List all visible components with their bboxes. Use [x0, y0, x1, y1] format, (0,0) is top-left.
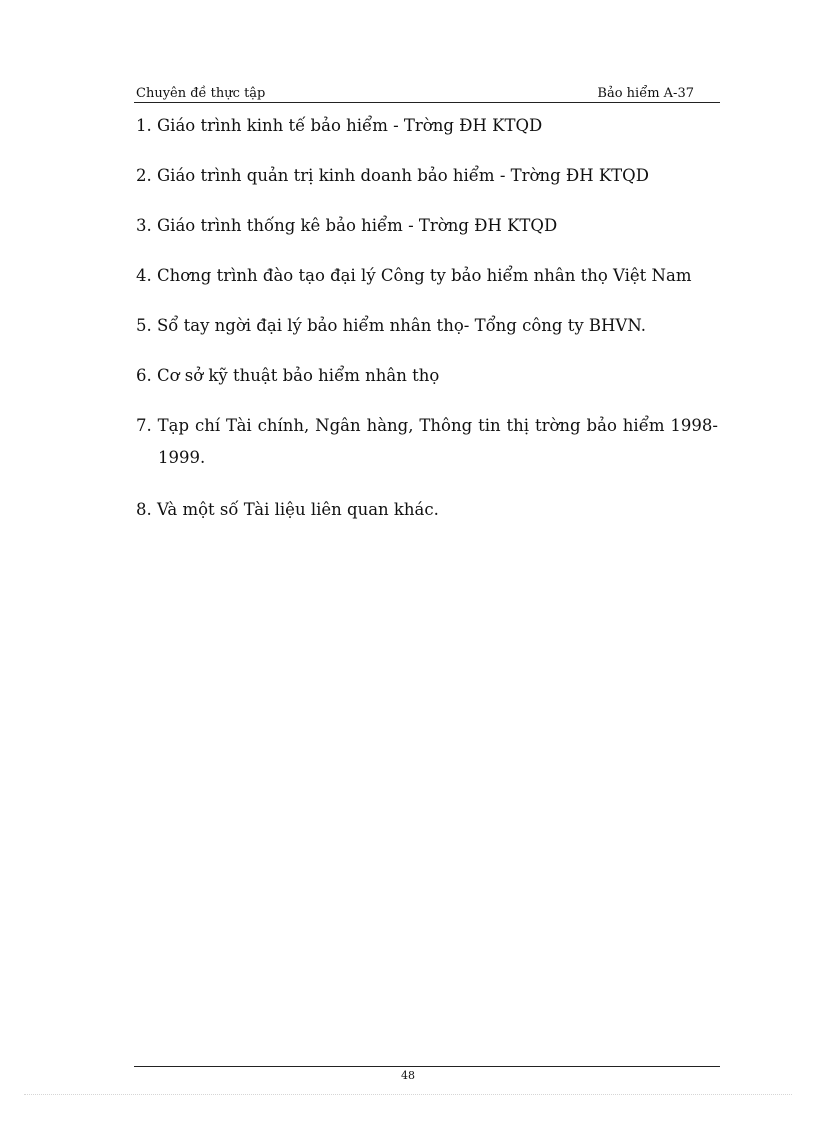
reference-item-8: 8. Và một số Tài liệu liên quan khác. — [136, 500, 439, 519]
footer-rule — [134, 1066, 720, 1067]
page-header — [134, 84, 720, 103]
reference-item-2: 2. Giáo trình quản trị kinh doanh bảo hiểm - Trờng ĐH KTQD — [136, 166, 649, 185]
page-number: 48 — [401, 1069, 415, 1082]
header-class-label: Bảo hiểm A-37 — [597, 86, 694, 101]
reference-item-6: 6. Cơ sở kỹ thuật bảo hiểm nhân thọ — [136, 366, 440, 385]
reference-item-1: 1. Giáo trình kinh tế bảo hiểm - Trờng ĐH KTQD — [136, 116, 543, 135]
header-document-title: Chuyên đề thực tập — [136, 86, 266, 101]
reference-item-5: 5. Sổ tay ngời đại lý bảo hiểm nhân thọ- Tổng công ty BHVN. — [136, 316, 646, 335]
reference-item-4: 4. Chơng trình đào tạo đại lý Công ty bảo hiểm nhân thọ Việt Nam — [136, 266, 692, 285]
page-edge-dotted-line — [24, 1094, 792, 1095]
reference-item-7: 7. Tạp chí Tài chính, Ngân hàng, Thông tin thị trờng bảo hiểm 1998-1999. — [136, 416, 718, 467]
reference-item-3: 3. Giáo trình thống kê bảo hiểm - Trờng ĐH KTQD — [136, 216, 558, 235]
